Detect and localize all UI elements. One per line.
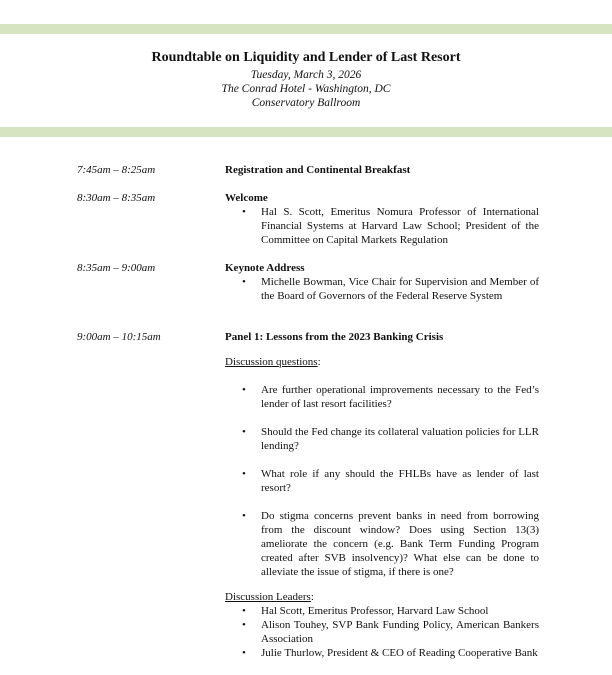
bullet-icon: • [242, 426, 246, 438]
questions-label: Discussion questions: [225, 356, 321, 368]
speaker-text: Hal S. Scott, Emeritus Nomura Professor of International Financial Systems at Harvard Law School; President of the Committee on Capital Markets Regulation [261, 206, 539, 246]
bullet-icon: • [242, 206, 246, 218]
bullet-icon: • [242, 605, 246, 617]
leaders-list [225, 604, 539, 660]
agenda-heading: Panel 1: Lessons from the 2023 Banking Crisis [225, 331, 444, 343]
bullet-icon: • [242, 510, 246, 522]
bullet-icon: • [242, 619, 246, 631]
event-venue: The Conrad Hotel - Washington, DC [221, 83, 391, 95]
question-item [225, 509, 539, 579]
speaker-item [225, 275, 539, 303]
bullet-icon: • [242, 384, 246, 396]
agenda-heading: Registration and Continental Breakfast [225, 164, 411, 176]
agenda-time: 9:00am – 10:15am [77, 331, 161, 343]
bullet-icon: • [242, 468, 246, 480]
agenda-row-panel-1 [0, 330, 612, 660]
question-item [225, 467, 539, 495]
bullet-icon: • [242, 647, 246, 659]
leader-text: Hal Scott, Emeritus Professor, Harvard Law School [261, 605, 489, 617]
leader-item [225, 646, 539, 660]
header-bottom-green-band [0, 127, 612, 137]
speaker-item [225, 205, 539, 247]
agenda-heading: Welcome [225, 192, 268, 204]
agenda-time: 8:30am – 8:35am [77, 192, 156, 204]
leader-text: Alison Touhey, SVP Bank Funding Policy, American Bankers Association [261, 619, 539, 645]
questions-list [225, 383, 539, 579]
leader-item [225, 604, 539, 618]
bullet-icon: • [242, 276, 246, 288]
agenda-row-registration [0, 163, 612, 191]
document-header [0, 50, 612, 110]
event-room: Conservatory Ballroom [251, 97, 361, 109]
question-text: Should the Fed change its collateral valuation policies for LLR lending? [261, 426, 539, 452]
speaker-text: Michelle Bowman, Vice Chair for Supervision and Member of the Board of Governors of the Federal Reserve System [261, 276, 539, 302]
top-green-band [0, 24, 612, 34]
document-title: Roundtable on Liquidity and Lender of Last Resort [151, 50, 461, 65]
leader-item [225, 618, 539, 646]
question-item [225, 383, 539, 411]
agenda-heading: Keynote Address [225, 262, 305, 274]
event-date: Tuesday, March 3, 2026 [250, 69, 362, 81]
agenda [0, 163, 612, 660]
leaders-label: Discussion Leaders: [225, 591, 314, 603]
agenda-row-keynote [0, 261, 612, 330]
question-text: Do stigma concerns prevent banks in need from borrowing from the discount window? Does using Section 13(3) ameliorate the concern (e.g. Bank Term Funding Program created after SVB insolvency)? What else can be done to alleviate the issue of stigma, if there is one? [261, 510, 539, 578]
agenda-time: 8:35am – 9:00am [77, 262, 156, 274]
leader-text: Julie Thurlow, President & CEO of Reading Cooperative Bank [261, 647, 538, 659]
question-item [225, 425, 539, 453]
question-text: Are further operational improvements necessary to the Fed’s lender of last resort facilities? [261, 384, 539, 410]
question-text: What role if any should the FHLBs have as lender of last resort? [261, 468, 539, 494]
agenda-time: 7:45am – 8:25am [77, 164, 156, 176]
agenda-row-welcome [0, 191, 612, 261]
